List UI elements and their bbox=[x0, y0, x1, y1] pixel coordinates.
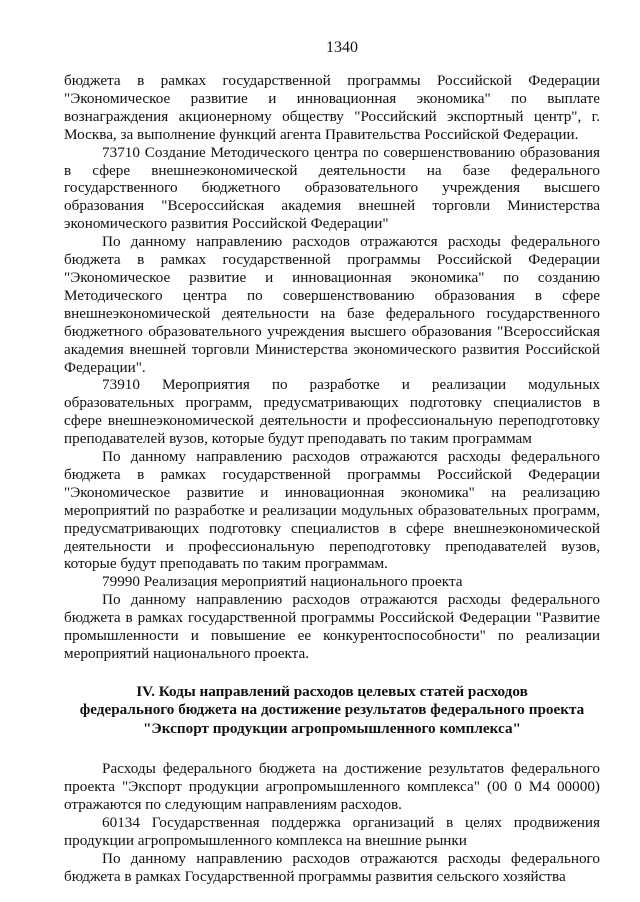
paragraph-3: По данному направлению расходов отражаются расходы федерального бюджета в рамках государственной программы Российской Федерации "Экономическое развитие и инновационная экономика" по созданию Методического центра по совершенствованию образования в сфере внешнеэкономической деятельности на базе федерального государственного бюджетного образовательного учреждения высшего образования "Всероссийская академия внешней торговли Министерства экономического развития Российской Федерации". bbox=[64, 233, 600, 376]
section-heading bbox=[64, 683, 600, 739]
paragraph-9: 60134 Государственная поддержка организаций в целях продвижения продукции агропромышленного комплекса на внешние рынки bbox=[64, 814, 600, 850]
paragraph-10: По данному направлению расходов отражаются расходы федерального бюджета в рамках Государственной программы развития сельского хозяйства bbox=[64, 849, 600, 885]
paragraph-6: 79990 Реализация мероприятий национального проекта bbox=[102, 573, 463, 591]
paragraph-8: Расходы федерального бюджета на достижение результатов федерального проекта "Экспорт продукции агропромышленного комплекса" (00 0 М4 00000) отражаются по следующим направлениям расходов. bbox=[64, 760, 600, 814]
paragraph-1: бюджета в рамках государственной программы Российской Федерации "Экономическое развитие и инновационная экономика" по выплате вознаграждения акционерному обществу "Российский экспортный центр", г. Москва, за выполнение функций агента Правительства Российской Федерации. bbox=[64, 72, 600, 143]
paragraph-4: 73910 Мероприятия по разработке и реализации модульных образовательных программ, предусматривающих подготовку специалистов в сфере внешнеэкономической деятельности и профессиональную переподготовку преподавателей вузов, которые будут преподавать по таким программам bbox=[64, 376, 600, 448]
section-heading-line-1: IV. Коды направлений расходов целевых статей расходов bbox=[136, 682, 528, 700]
section-heading-line-3: "Экспорт продукции агропромышленного комплекса" bbox=[143, 719, 521, 737]
paragraph-7: По данному направлению расходов отражаются расходы федерального бюджета в рамках государственной программы Российской Федерации "Развитие промышленности и повышение ее конкурентоспособности" по реализации мероприятий национального проекта. bbox=[64, 591, 600, 662]
paragraph-2: 73710 Создание Методического центра по совершенствованию образования в сфере внешнеэкономической деятельности на базе федерального государственного бюджетного образовательного учреждения высшего образования "Всероссийская академия внешней торговли Министерства экономического развития Российской Федерации" bbox=[64, 143, 600, 233]
section-heading-line-2: федерального бюджета на достижение результатов федерального проекта bbox=[79, 701, 585, 719]
paragraph-5: По данному направлению расходов отражаются расходы федерального бюджета в рамках государственной программы Российской Федерации "Экономическое развитие и инновационная экономика" на реализацию мероприятий по разработке и реализации модульных образовательных программ, предусматривающих подготовку специалистов в сфере внешнеэкономической деятельности и профессиональную переподготовку преподавателей вузов, которые будут преподавать по таким программам. bbox=[64, 448, 600, 573]
page-number: 1340 bbox=[326, 39, 358, 56]
